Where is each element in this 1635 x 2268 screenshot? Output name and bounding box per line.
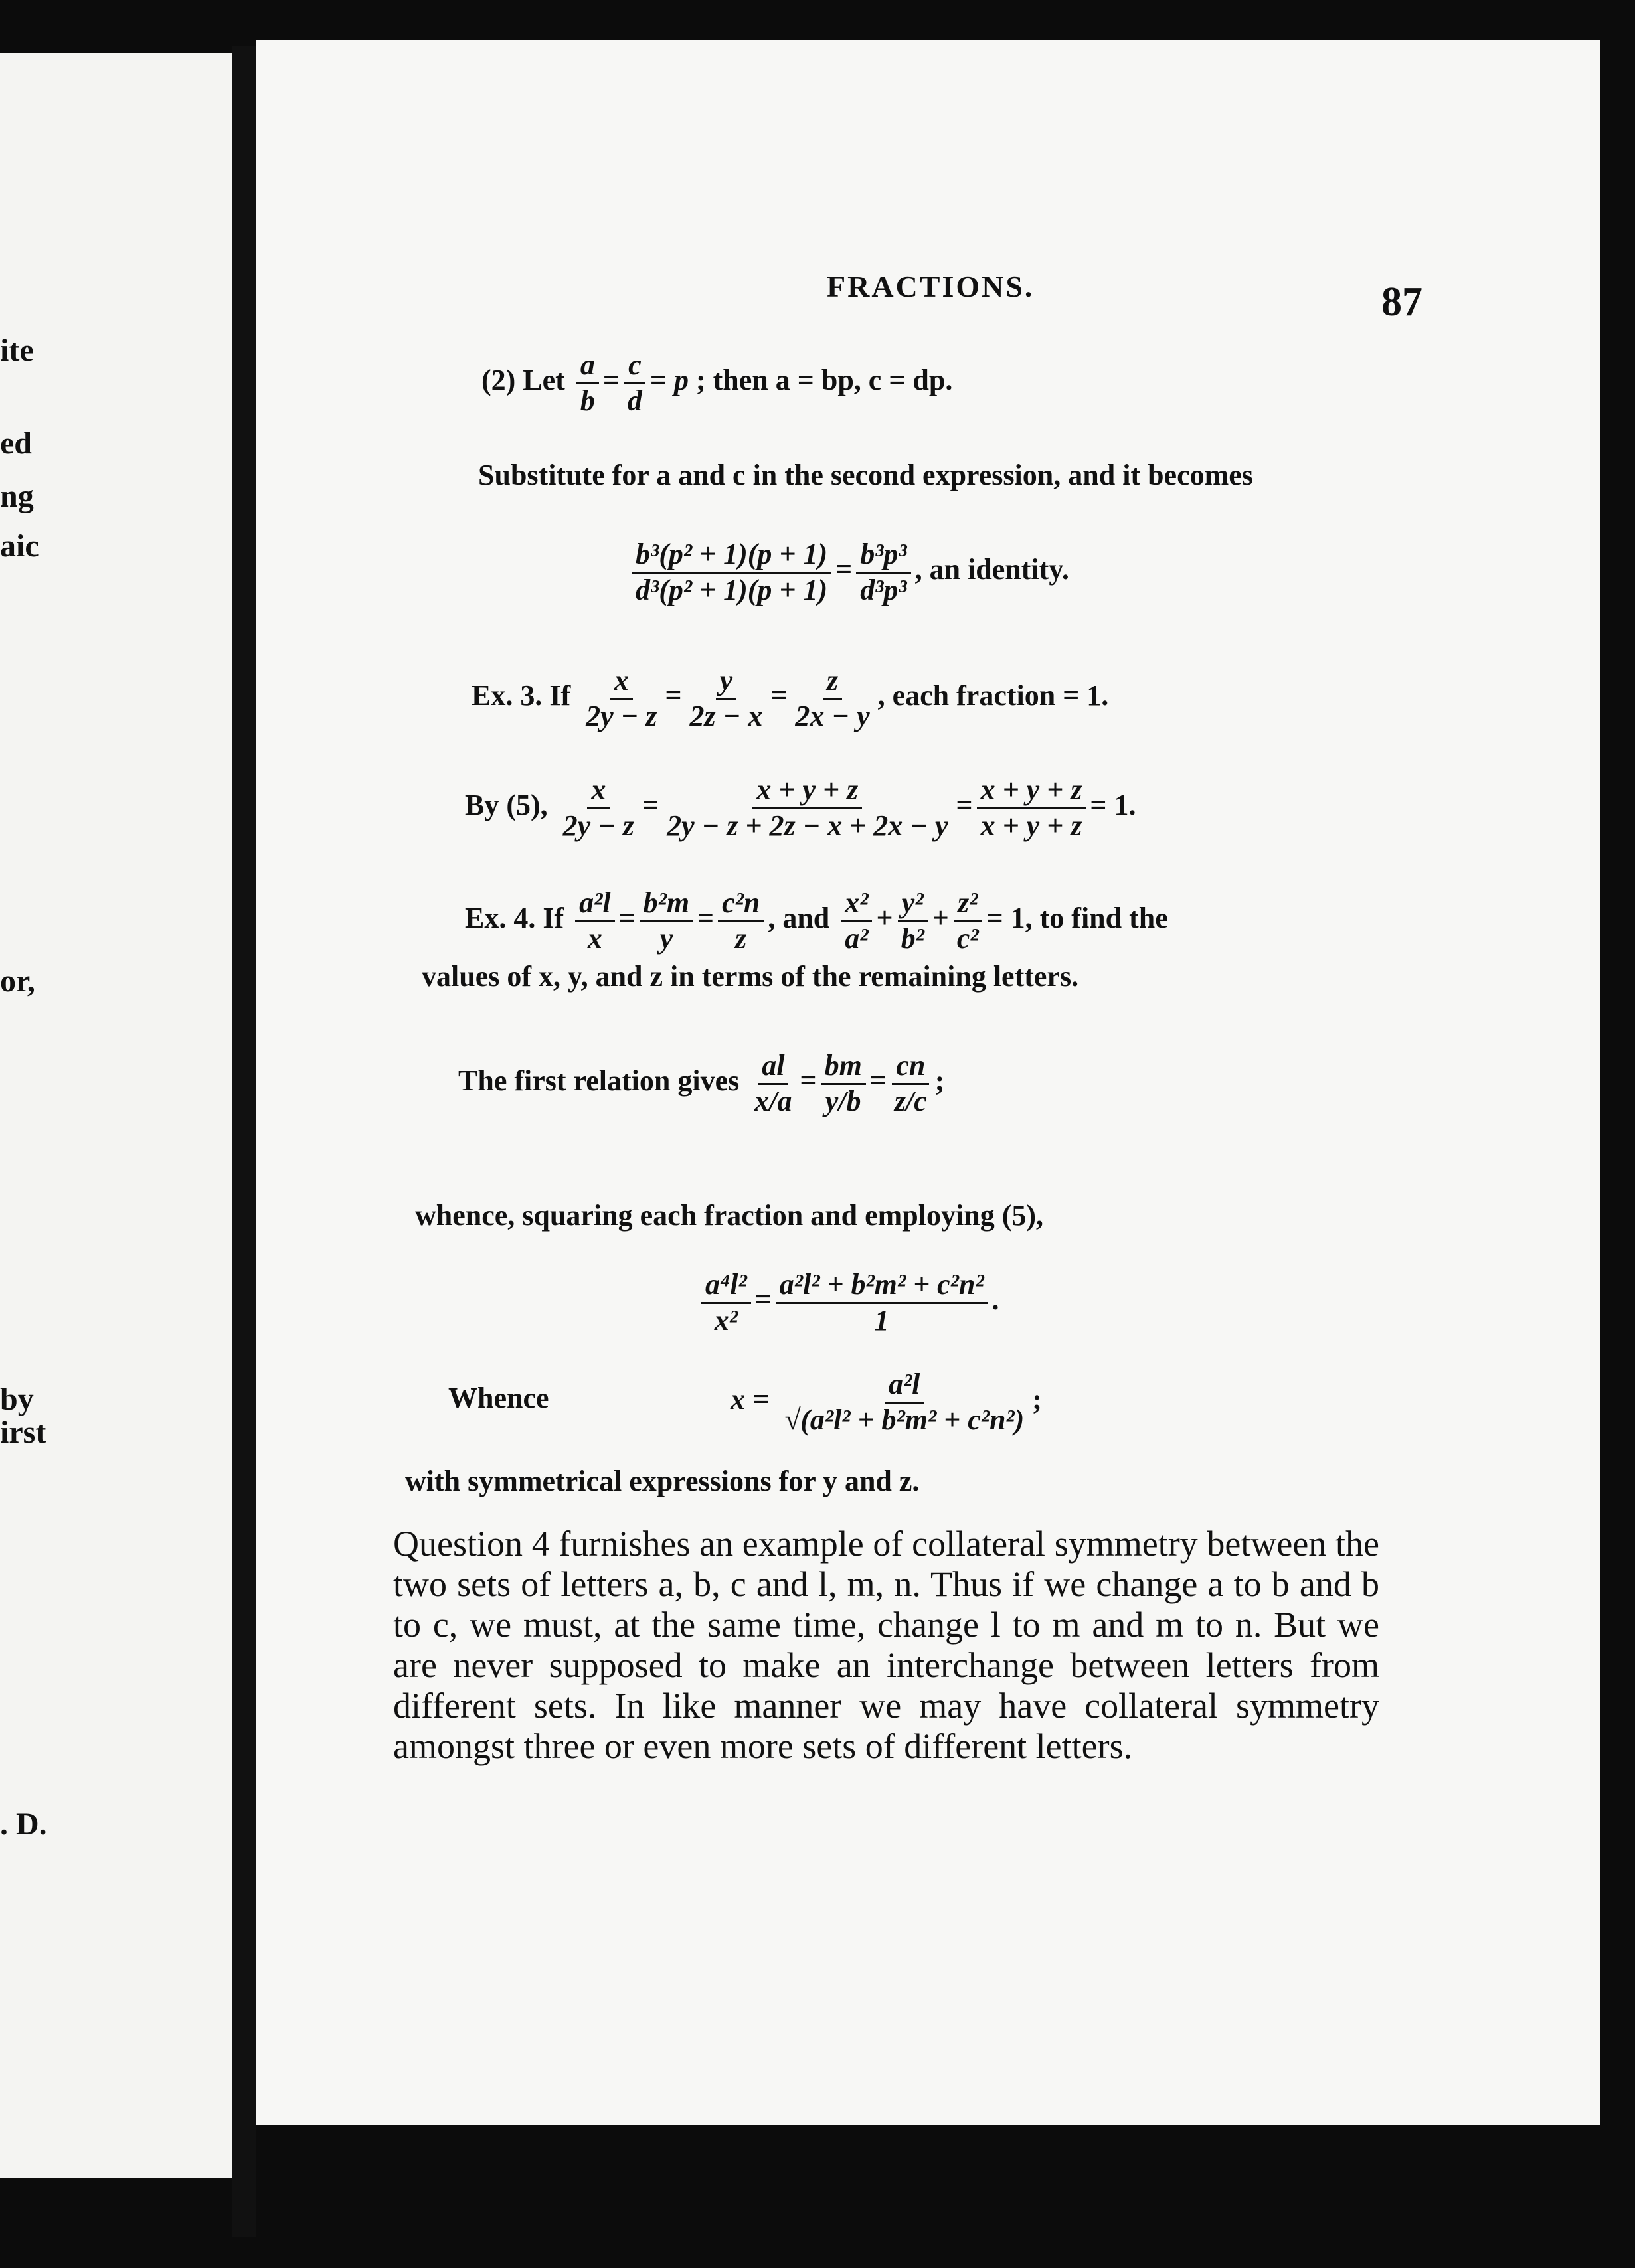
left-fragment: by (0, 1382, 34, 1417)
left-fragment: or, (0, 963, 35, 999)
page-bottom-edge (256, 2125, 1600, 2268)
example-4-line-2: values of x, y, and z in terms of the remaining letters. (422, 960, 1079, 993)
fraction-numerator: a (576, 349, 599, 384)
by-5-line: By (5), $\frac{x}{2y - z}$ = $\frac{x + y + z}{2y - z + 2z - x + 2x - y}$ = $\frac{x + y + z}{x + y + z}$ = 1. (465, 773, 1136, 842)
fraction-numerator: bm (821, 1049, 866, 1085)
fraction-numerator: c (624, 349, 645, 384)
fraction (624, 349, 646, 418)
fraction-numerator: x² (841, 886, 872, 922)
fraction (559, 773, 638, 843)
fraction (891, 1049, 931, 1118)
fraction-denominator: x² (714, 1303, 738, 1336)
fraction-numerator: b³(p² + 1)(p + 1) (632, 538, 831, 574)
symmetric-line: with symmetrical expressions for y and z. (405, 1465, 920, 1497)
squared-equation: $\frac{\text{a⁴l²}}{\text{x²}}$ = $\frac{\text{a²l² + b²m² + c²n²}}{1}$ . (697, 1268, 999, 1337)
fraction (780, 1368, 1028, 1437)
substitute-line: Substitute for a and c in the second expression, and it becomes (478, 459, 1253, 491)
fraction (663, 773, 952, 843)
fraction-denominator: 2z − x (689, 699, 763, 732)
fraction-numerator: a²l (885, 1368, 924, 1404)
fraction-numerator: cn (892, 1049, 929, 1085)
fraction-denominator: 2y − z (586, 699, 657, 732)
step-label: By (5), (465, 789, 548, 822)
paragraph-text: Question 4 furnishes an example of collateral symmetry between the two sets of letters a, b, c and l, m, n. Thus if we change a to b and b to c, we must, at the same time, change l to m and m to n. But we are never supposed to make an interchange between letters from different sets. In like manner we may have collateral symmetry amongst three or even more sets of different letters. (393, 1524, 1379, 1766)
fraction-numerator: b³p³ (856, 538, 910, 574)
fraction (953, 886, 983, 955)
whence-label: Whence (448, 1382, 549, 1414)
example-4-line: Ex. 4. If $\frac{\text{a²l}}{x}$ = $\frac{\text{b²m}}{y}$ = $\frac{\text{c²n}}{z}$ , and $\frac{\text{x²}}{\text{a²}}$ + $\frac{\text{y²}}{\text{b²}}$ + $\frac{\text{z²}}{\text{c²}}$ = 1, to find the (465, 886, 1168, 955)
fraction-denominator: d³(p² + 1)(p + 1) (636, 573, 828, 606)
fraction-denominator: d (627, 384, 642, 417)
fraction-denominator: √(a²l² + b²m² + c²n²) (784, 1403, 1025, 1436)
running-header: FRACTIONS. (827, 270, 1035, 303)
fraction-numerator: c²n (718, 886, 764, 922)
body-paragraph (393, 1524, 1379, 1767)
fraction (856, 538, 910, 607)
fraction-denominator: 2y − z + 2z − x + 2x − y (667, 809, 948, 842)
fraction (640, 886, 693, 955)
fraction (821, 1049, 866, 1118)
fraction-numerator: y² (898, 886, 928, 922)
fraction (718, 886, 764, 955)
fraction-denominator: x + y + z (980, 809, 1082, 842)
fraction-denominator: x/a (754, 1084, 792, 1117)
fraction-denominator: b (580, 384, 595, 417)
step-text: ; then a = bp, c = dp. (696, 364, 953, 397)
fraction (841, 886, 872, 955)
equation-tail: = 1. (1090, 789, 1136, 822)
step-2-line: (2) Let $\frac{a}{b}$ = $\frac{c}{d}$ = p ; then a = bp, c = dp. (481, 349, 953, 417)
fraction (576, 349, 599, 418)
fraction-numerator: a⁴l² (701, 1268, 751, 1304)
fraction (750, 1049, 796, 1118)
equation-lhs: x = (731, 1383, 770, 1416)
fraction-denominator: c² (956, 922, 979, 955)
left-fragment: aic (0, 528, 39, 564)
equation-tail: , each fraction = 1. (877, 679, 1109, 712)
variable: p (674, 364, 689, 397)
fraction-numerator: b²m (640, 886, 693, 922)
fraction-numerator: x (610, 664, 633, 700)
fraction-numerator: a²l² + b²m² + c²n² (776, 1268, 988, 1304)
fraction-denominator: a² (845, 922, 869, 955)
fraction-denominator: 1 (874, 1303, 889, 1336)
left-fragment: ng (0, 479, 34, 514)
fraction-numerator: x + y + z (752, 773, 862, 809)
fraction-denominator: 2x − y (795, 699, 870, 732)
fraction (977, 773, 1086, 843)
fraction (897, 886, 928, 955)
fraction-numerator: x (587, 773, 610, 809)
step-label: The first relation gives (458, 1064, 740, 1097)
whence-equation: x = $\frac{\text{a²l}}{\text{√(a²l² + b²m² + c²n²)}}$ ; (731, 1368, 1042, 1436)
example-label: Ex. 4. If (465, 902, 564, 935)
example-3-line: Ex. 3. If $\frac{x}{2y - z}$ = $\frac{y}{2z - x}$ = $\frac{z}{2x - y}$ , each fraction = 1. (472, 664, 1109, 732)
left-page (0, 53, 232, 2178)
fraction-denominator: b² (901, 922, 924, 955)
fraction (575, 886, 614, 955)
book-gutter (232, 46, 259, 2237)
fraction-numerator: z² (954, 886, 982, 922)
fraction-numerator: z (823, 664, 842, 700)
left-fragment: ed (0, 426, 32, 461)
fraction-denominator: y (659, 922, 673, 955)
fraction (686, 664, 767, 733)
whence-squaring-line: whence, squaring each fraction and employing (5), (415, 1199, 1043, 1232)
example-text: , and (768, 902, 830, 935)
fraction-denominator: z/c (894, 1084, 927, 1117)
fraction-numerator: x + y + z (977, 773, 1086, 809)
page-number: 87 (1381, 280, 1422, 325)
fraction-numerator: a²l (575, 886, 614, 922)
fraction-numerator: y (716, 664, 737, 700)
fraction (791, 664, 873, 733)
left-fragment: . D. (0, 1807, 47, 1842)
left-fragment: irst (0, 1415, 46, 1450)
equation-tail: = 1, to find the (986, 902, 1168, 935)
fraction (776, 1268, 988, 1337)
fraction (701, 1268, 751, 1337)
fraction (582, 664, 661, 733)
fraction-denominator: d³p³ (860, 573, 907, 606)
identity-equation: $\frac{\text{b³(p² + 1)(p + 1)}}{\text{d³(p² + 1)(p + 1)}}$ = $\frac{\text{b³p³}}{\text{d³p³}}$ , an identity. (628, 538, 1069, 607)
example-label: Ex. 3. If (472, 679, 571, 712)
step-label: (2) Let (481, 364, 565, 397)
left-fragment: ite (0, 333, 34, 368)
fraction-denominator: y/b (825, 1084, 861, 1117)
first-relation-line: The first relation gives $\frac{al}{x/a}$ = $\frac{bm}{y/b}$ = $\frac{cn}{z/c}$ ; (458, 1049, 945, 1117)
equation-tail: , an identity. (914, 553, 1069, 586)
fraction-denominator: z (735, 922, 747, 955)
fraction (632, 538, 831, 607)
fraction-numerator: al (758, 1049, 788, 1085)
fraction-denominator: x (587, 922, 602, 955)
fraction-denominator: 2y − z (562, 809, 634, 842)
